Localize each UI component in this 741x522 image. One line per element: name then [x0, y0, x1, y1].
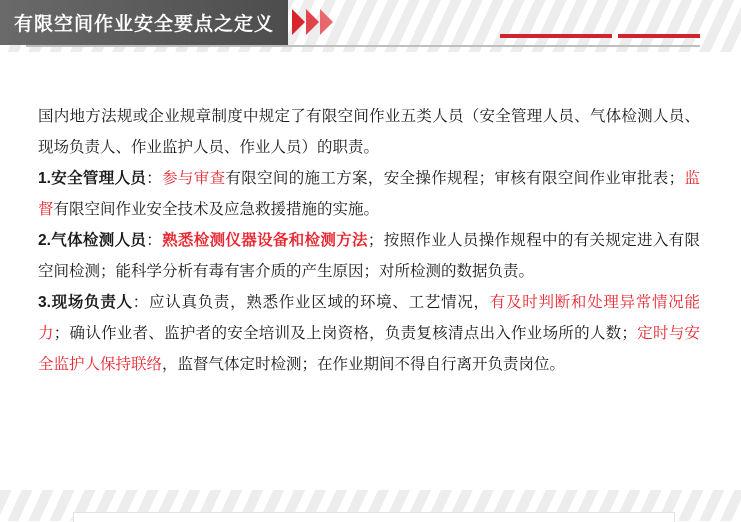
item-1-label: 1.安全管理人员 — [38, 170, 147, 187]
text-run: 国内地方法规或企业规章制度中规定了有限空间作业五类人员（安全管理人员、气体检测人员、现场负责人、作业监护人员、作业人员）的职责。 — [38, 108, 700, 156]
text-run: ；按照作业人员操作规程中的有关规定进入有限空间检测；能科学分析有毒有害介质的产生原因；对所检测的数据负责。 — [38, 232, 700, 280]
item-3-label: 3.现场负责人 — [38, 294, 133, 311]
chevron-right-icon-3 — [320, 9, 333, 35]
accent-rule-gap — [612, 34, 618, 38]
text-run: ；确认作业者、监护者的安全培训及上岗资格，负责复核清点出入作业场所的人数； — [53, 325, 637, 342]
text-run: 有限空间的施工方案，安全操作规程；审核有限空间作业审批表； — [225, 170, 685, 187]
double-chevron-right-icon — [292, 9, 333, 35]
page-title: 有限空间作业安全要点之定义 — [14, 14, 275, 35]
highlight-run: 参与审查 — [162, 170, 226, 187]
highlight-run: 定时与安全监护人保持联络 — [38, 325, 700, 373]
highlight-run: 监督 — [38, 170, 700, 218]
header-divider — [26, 45, 700, 47]
title-block — [0, 0, 288, 45]
paragraph-intro — [38, 101, 700, 163]
header-bar — [0, 0, 741, 52]
paragraph-item-2 — [38, 225, 700, 287]
accent-rule — [500, 34, 700, 38]
text-run: ： — [146, 170, 163, 187]
highlight-run: 有及时判断和处理异常情况能力 — [38, 294, 700, 342]
chevron-right-icon-1 — [292, 9, 305, 35]
paragraph-item-1 — [38, 163, 700, 225]
text-run: ，监督气体定时检测；在作业期间不得自行离开负责岗位。 — [162, 356, 566, 373]
chevron-right-icon-2 — [306, 9, 319, 35]
item-2-label: 2.气体检测人员 — [38, 232, 147, 249]
text-run: ： — [146, 232, 163, 249]
text-run: ：应认真负责，熟悉作业区域的环境、工艺情况， — [132, 294, 490, 311]
text-run: 有限空间作业安全技术及应急救援措施的实施。 — [53, 201, 380, 218]
highlight-run: 熟悉检测仪器设备和检测方法 — [162, 232, 368, 249]
paragraph-item-3 — [38, 287, 700, 380]
body-content — [38, 101, 700, 380]
